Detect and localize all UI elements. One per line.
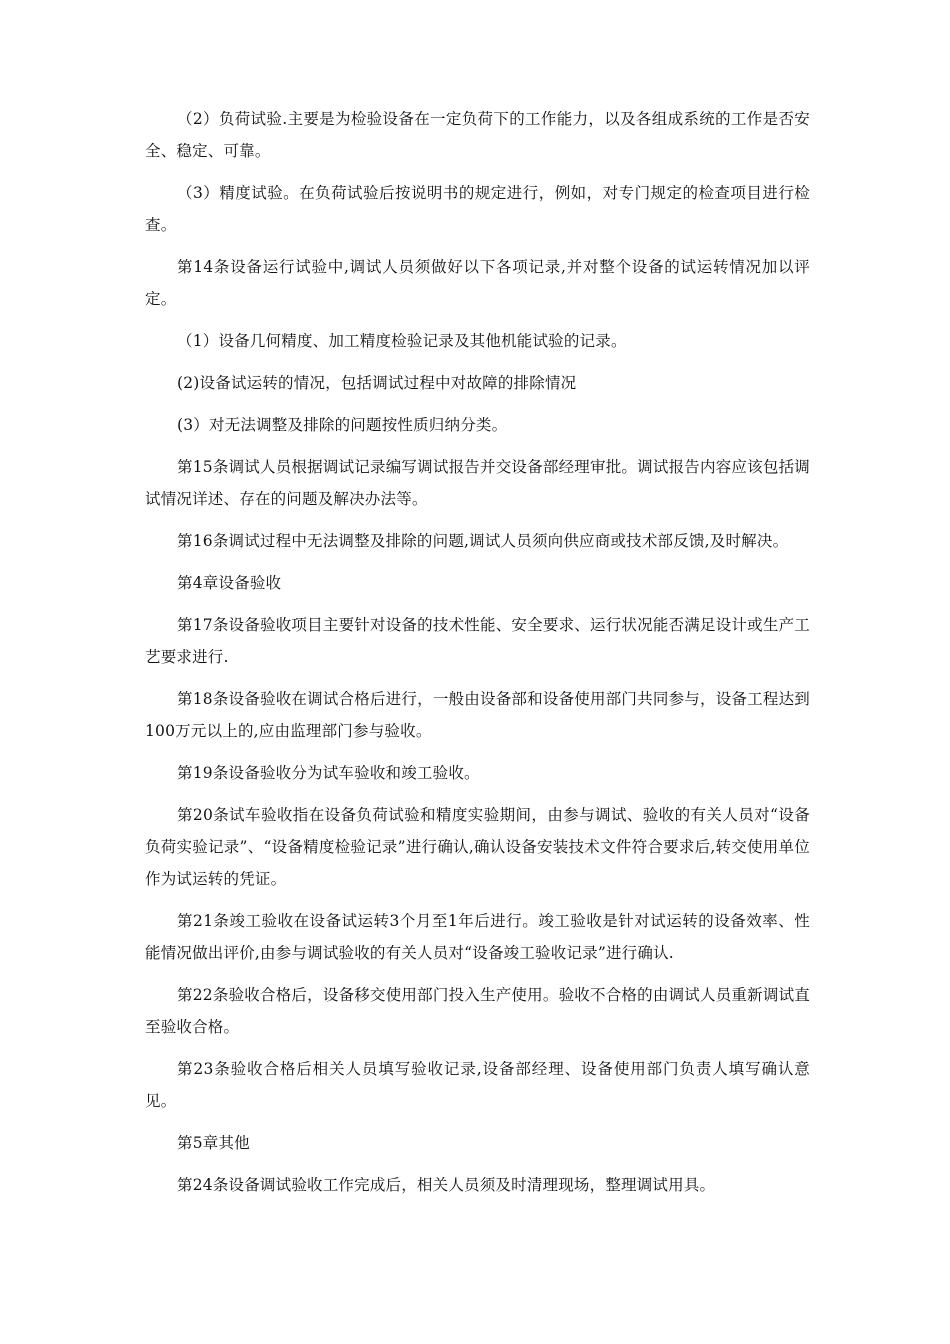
- paragraph-article-24: 第24条设备调试验收工作完成后，相关人员须及时清理现场，整理调试用具。: [177, 1176, 716, 1194]
- paragraph-record-2: (2)设备试运转的情况，包括调试过程中对故障的排除情况: [177, 374, 577, 392]
- paragraph-article-22: 第22条验收合格后，设备移交使用部门投入生产使用。验收不合格的由调试人员重新调试直至验收合格。: [145, 986, 810, 1036]
- paragraph-record-1: （1）设备几何精度、加工精度检验记录及其他机能试验的记录。: [177, 332, 627, 350]
- paragraph-record-3: (3）对无法调整及排除的问题按性质归纳分类。: [177, 416, 508, 434]
- paragraph-article-18: 第18条设备验收在调试合格后进行，一般由设备部和设备使用部门共同参与，设备工程达到100万元以上的,应由监理部门参与验收。: [145, 690, 810, 740]
- paragraph-article-16: 第16条调试过程中无法调整及排除的问题,调试人员须向供应商或技术部反馈,及时解决。: [177, 532, 789, 550]
- paragraph-article-17: 第17条设备验收项目主要针对设备的技术性能、安全要求、运行状况能否满足设计或生产工艺要求进行.: [145, 616, 810, 666]
- chapter-heading-5: 第5章其他: [177, 1134, 250, 1152]
- paragraph-article-21: 第21条竣工验收在设备试运转3个月至1年后进行。竣工验收是针对试运转的设备效率、性能情况做出评价,由参与调试验收的有关人员对“设备竣工验收记录”进行确认.: [145, 912, 810, 962]
- paragraph-article-15: 第15条调试人员根据调试记录编写调试报告并交设备部经理审批。调试报告内容应该包括调试情况详述、存在的问题及解决办法等。: [145, 458, 810, 508]
- paragraph-article-14: 第14条设备运行试验中,调试人员须做好以下各项记录,并对整个设备的试运转情况加以评定。: [145, 258, 810, 308]
- document-page: [145, 103, 810, 1211]
- chapter-heading-4: 第4章设备验收: [177, 574, 282, 592]
- paragraph-precision-test: （3）精度试验。在负荷试验后按说明书的规定进行，例如，对专门规定的检查项目进行检查。: [145, 184, 810, 234]
- paragraph-article-19: 第19条设备验收分为试车验收和竣工验收。: [177, 764, 480, 782]
- paragraph-load-test: （2）负荷试验.主要是为检验设备在一定负荷下的工作能力，以及各组成系统的工作是否安全、稳定、可靠。: [145, 110, 810, 160]
- paragraph-article-23: 第23条验收合格后相关人员填写验收记录,设备部经理、设备使用部门负责人填写确认意见。: [145, 1060, 810, 1110]
- paragraph-article-20: 第20条试车验收指在设备负荷试验和精度实验期间，由参与调试、验收的有关人员对“设备负荷实验记录”、“设备精度检验记录”进行确认,确认设备安装技术文件符合要求后,转交使用单位作为试运转的凭证。: [145, 806, 810, 888]
